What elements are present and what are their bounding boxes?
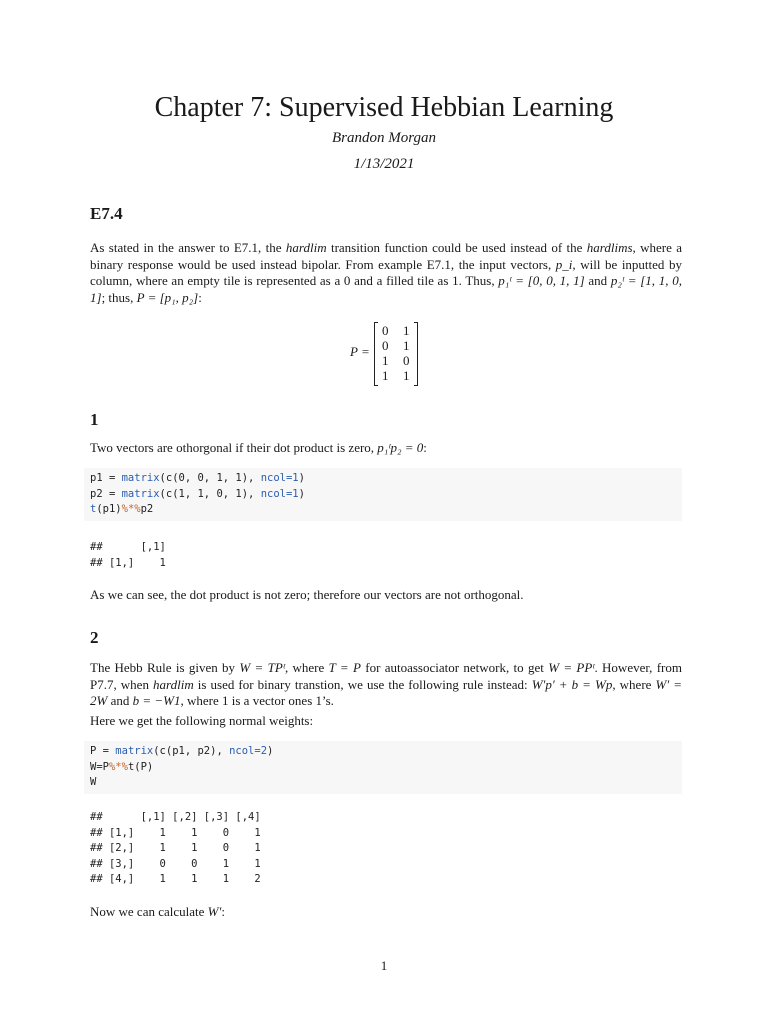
- section-heading-e74: E7.4: [90, 204, 123, 223]
- paragraph-weights: Here we get the following normal weights:: [90, 713, 314, 728]
- code-line: [90, 744, 676, 760]
- code-text: ): [267, 745, 274, 757]
- section-heading-2: 2: [90, 628, 99, 647]
- code-text: t(P): [127, 760, 154, 773]
- equation-rule: W′p′ + b = Wp: [531, 676, 613, 692]
- code-argument: ncol=1: [260, 487, 299, 500]
- text-run: for autoassociator network, to get: [360, 660, 549, 675]
- matrix-label: P =: [350, 344, 370, 359]
- code-text: p2 =: [90, 487, 122, 500]
- matrix-row: [379, 368, 413, 384]
- paragraph-orthogonal: [90, 440, 682, 457]
- text-run: transition function could be used instead of the: [326, 240, 587, 255]
- output-line: ## [,1]: [90, 541, 166, 553]
- equation-p2: p₂ᵗ = [1, 1, 0, 1]: [90, 273, 682, 305]
- code-line: [90, 487, 676, 503]
- code-text: W: [90, 776, 97, 788]
- equation-w-ppt: W = PPᵗ: [548, 660, 595, 675]
- code-line: [90, 471, 676, 487]
- matrix-row: [379, 353, 413, 369]
- text-run: , where a binary response would be used instead bipolar. From example E7.1, the input vectors,: [90, 240, 683, 272]
- code-block-1: [84, 468, 682, 521]
- matrix-cell: 1: [382, 353, 389, 368]
- section-heading-1: 1: [90, 410, 99, 429]
- code-block-2: [84, 741, 682, 794]
- paragraph-calc-wprime: [90, 904, 682, 921]
- code-line: [90, 775, 676, 791]
- code-text: (c(p1, p2),: [153, 745, 230, 757]
- equation-bias: b = −W1: [132, 693, 181, 708]
- text-run: :: [198, 289, 202, 305]
- equation-p1: p₁ᵗ = [0, 0, 1, 1]: [498, 273, 585, 288]
- matrix-row: [379, 323, 413, 339]
- text-run: , where 1 is a vector ones 1’s.: [180, 693, 334, 708]
- text-run: is used for binary transtion, we use the following rule instead:: [193, 676, 532, 692]
- document-date: 1/13/2021: [353, 156, 415, 172]
- output-line: ## [2,] 1 1 0 1: [90, 842, 261, 854]
- code-output-1: [90, 540, 166, 571]
- paragraph-hebb-rule: [90, 660, 682, 710]
- matrix-cell: 0: [403, 353, 410, 368]
- code-text: p2: [140, 503, 154, 515]
- equation-dot-product: p₁ᵗp₂ = 0: [377, 440, 424, 455]
- text-run: and: [107, 693, 133, 708]
- matrix-brackets: [374, 322, 418, 386]
- term-hardlim: hardlim: [153, 676, 194, 692]
- code-operator: %*%: [121, 503, 141, 515]
- text-run: As stated in the answer to E7.1, the: [90, 240, 286, 255]
- code-operator: %*%: [108, 760, 128, 773]
- symbol-pi: p_i: [555, 256, 573, 272]
- text-run: :: [423, 440, 427, 455]
- code-line: [90, 502, 676, 518]
- text-run: and: [584, 273, 611, 288]
- output-line: ## [,1] [,2] [,3] [,4]: [90, 811, 261, 823]
- code-function: matrix: [121, 472, 160, 484]
- document-author: Brandon Morgan: [331, 130, 437, 146]
- text-run: Two vectors are othorgonal if their dot product is zero,: [90, 440, 378, 455]
- text-run: . However, from P7.7, when: [90, 660, 683, 692]
- code-text: ): [298, 472, 305, 484]
- text-run: Now we can calculate: [90, 904, 208, 919]
- code-text: W=P: [90, 760, 109, 773]
- code-text: (p1): [96, 503, 122, 515]
- code-line: [90, 760, 676, 776]
- output-line: ## [3,] 0 0 1 1: [90, 857, 261, 870]
- code-argument: ncol=1: [260, 472, 299, 484]
- equation-w-prime: W′ = 2W: [90, 676, 683, 708]
- output-line: ## [1,] 1 1 0 1: [90, 826, 261, 839]
- matrix-cell: 1: [382, 368, 389, 383]
- code-text: p1 =: [90, 472, 122, 484]
- output-line: ## [4,] 1 1 1 2: [90, 873, 261, 885]
- text-run: :: [221, 904, 225, 919]
- text-run: , where: [612, 676, 656, 692]
- code-function: matrix: [121, 487, 160, 500]
- equation-hebb: W = TPᵗ: [239, 660, 285, 675]
- code-text: (c(1, 1, 0, 1),: [159, 487, 261, 500]
- code-text: P =: [90, 745, 116, 757]
- paragraph-conclusion: As we can see, the dot product is not zero; therefore our vectors are not orthogonal.: [90, 587, 524, 602]
- code-text: (c(0, 0, 1, 1),: [159, 472, 261, 484]
- document-title: Chapter 7: Supervised Hebbian Learning: [154, 92, 614, 123]
- term-hardlims: hardlims: [586, 240, 633, 255]
- page-number: 1: [380, 958, 388, 973]
- text-run: , will be inputted by column, where an empty tile is represented as a 0 and a filled tile as 1. Thus,: [90, 256, 682, 288]
- matrix-row: [379, 338, 413, 354]
- matrix-cell: 1: [403, 338, 410, 353]
- code-argument: ncol=2: [229, 745, 268, 757]
- term-hardlim: hardlim: [285, 240, 327, 255]
- matrix-cell: 0: [382, 338, 389, 353]
- code-output-2: [90, 810, 261, 888]
- equation-P: P = [p₁, p₂]: [136, 289, 199, 305]
- code-text: ): [298, 487, 305, 500]
- equation-w-prime: W′: [207, 904, 222, 919]
- matrix-cell: 0: [382, 323, 389, 338]
- text-run: The Hebb Rule is given by: [90, 660, 240, 675]
- paragraph-e74-intro: [90, 240, 682, 306]
- output-line: ## [1,] 1: [90, 556, 166, 569]
- text-run: , where: [284, 660, 329, 675]
- text-run: ; thus,: [101, 289, 137, 305]
- code-function: t: [90, 503, 97, 515]
- code-function: matrix: [115, 745, 154, 757]
- matrix-cell: 1: [403, 368, 410, 383]
- matrix-cell: 1: [403, 323, 410, 338]
- equation-t: T = P: [328, 660, 361, 675]
